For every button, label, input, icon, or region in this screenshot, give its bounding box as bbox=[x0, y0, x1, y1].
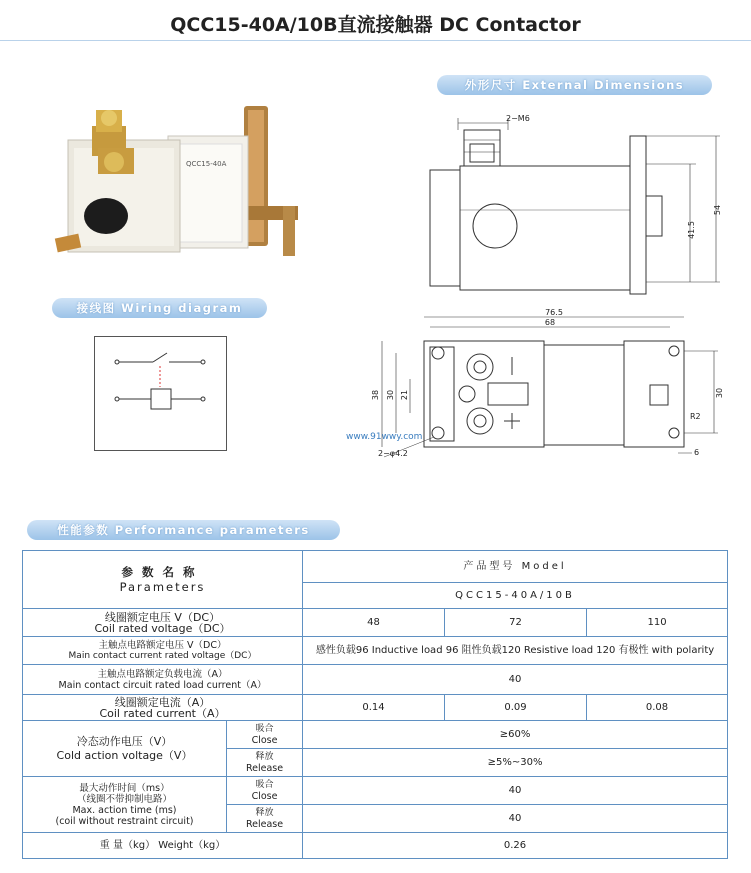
label-contact-voltage: 主触点电路额定电压 V（DC） Main contact current rated voltage（DC） bbox=[23, 637, 303, 665]
side-view-drawing bbox=[420, 110, 730, 300]
dim-right-small: 6 bbox=[694, 448, 700, 457]
header-parameters: 参数名称 Parameters bbox=[23, 551, 303, 609]
dim-right-height: 30 bbox=[715, 387, 724, 399]
section-performance-parameters: 性能参数 Performance parameters bbox=[27, 520, 340, 540]
dim-thread: 2−M6 bbox=[506, 114, 530, 123]
svg-text:QCC15-40A: QCC15-40A bbox=[186, 160, 227, 168]
dim-holes: 2−φ4.2 bbox=[378, 449, 408, 458]
label-cold-voltage: 冷态动作电压（V） Cold action voltage（V） bbox=[23, 721, 227, 777]
value-weight: 0.26 bbox=[303, 833, 728, 859]
value-coil-current-1: 0.14 bbox=[303, 695, 445, 721]
value-coil-current-3: 0.08 bbox=[587, 695, 728, 721]
label-action-close: 吸合 Close bbox=[227, 777, 303, 805]
top-view-drawing bbox=[346, 305, 733, 465]
wiring-diagram bbox=[94, 336, 227, 451]
dim-left-inner: 21 bbox=[400, 389, 409, 401]
label-action-release: 释放 Release bbox=[227, 805, 303, 833]
table-header-row bbox=[23, 551, 728, 583]
section-external-dimensions: 外形尺寸 External Dimensions bbox=[437, 75, 712, 95]
label-weight: 重 量（kg） Weight（kg） bbox=[23, 833, 303, 859]
header-model-value: QCC15-40A/10B bbox=[303, 583, 728, 609]
value-coil-voltage-48: 48 bbox=[303, 609, 445, 637]
dim-height-total: 54 bbox=[713, 204, 722, 216]
page-title: QCC15-40A/10B直流接触器 DC Contactor bbox=[170, 14, 581, 36]
label-cold-release: 释放 Release bbox=[227, 749, 303, 777]
table-row bbox=[23, 637, 728, 665]
label-load-current: 主触点电路额定负载电流（A） Main contact circuit rated load current（A） bbox=[23, 665, 303, 695]
value-action-release: 40 bbox=[303, 805, 728, 833]
table-row bbox=[23, 721, 728, 749]
dim-height-body: 41.5 bbox=[687, 221, 696, 239]
title-divider bbox=[0, 40, 751, 41]
table-row bbox=[23, 777, 728, 805]
table-row bbox=[23, 695, 728, 721]
label-coil-voltage: 线圈额定电压 V（DC） Coil rated voltage（DC） bbox=[23, 609, 303, 637]
value-contact-voltage: 感性负载96 Inductive load 96 阻性负载120 Resistive load 120 有极性 with polarity bbox=[303, 637, 728, 665]
value-coil-voltage-110: 110 bbox=[587, 609, 728, 637]
label-action-time: 最大动作时间（ms） （线圈不带抑制电路） Max. action time (ms) (coil without restraint circuit) bbox=[23, 777, 227, 833]
dim-left-outer: 38 bbox=[371, 389, 380, 401]
performance-table bbox=[22, 550, 728, 859]
table-row bbox=[23, 665, 728, 695]
value-coil-voltage-72: 72 bbox=[445, 609, 587, 637]
value-action-close: 40 bbox=[303, 777, 728, 805]
label-coil-current: 线圈额定电流（A） Coil rated current（A） bbox=[23, 695, 303, 721]
watermark: www.91wwy.com bbox=[346, 432, 423, 442]
value-coil-current-2: 0.09 bbox=[445, 695, 587, 721]
dim-width-total: 76.5 bbox=[545, 308, 563, 317]
value-load-current: 40 bbox=[303, 665, 728, 695]
label-cold-close: 吸合 Close bbox=[227, 721, 303, 749]
dim-left-mid: 30 bbox=[386, 389, 395, 401]
value-cold-close: ≥60% bbox=[303, 721, 728, 749]
table-row bbox=[23, 609, 728, 637]
product-photo bbox=[48, 96, 303, 276]
dim-width-base: 68 bbox=[544, 318, 556, 327]
table-row bbox=[23, 833, 728, 859]
section-wiring-diagram: 接线图 Wiring diagram bbox=[52, 298, 267, 318]
header-model: 产品型号 Model bbox=[303, 551, 728, 583]
dim-radius: R2 bbox=[690, 412, 701, 421]
value-cold-release: ≥5%~30% bbox=[303, 749, 728, 777]
